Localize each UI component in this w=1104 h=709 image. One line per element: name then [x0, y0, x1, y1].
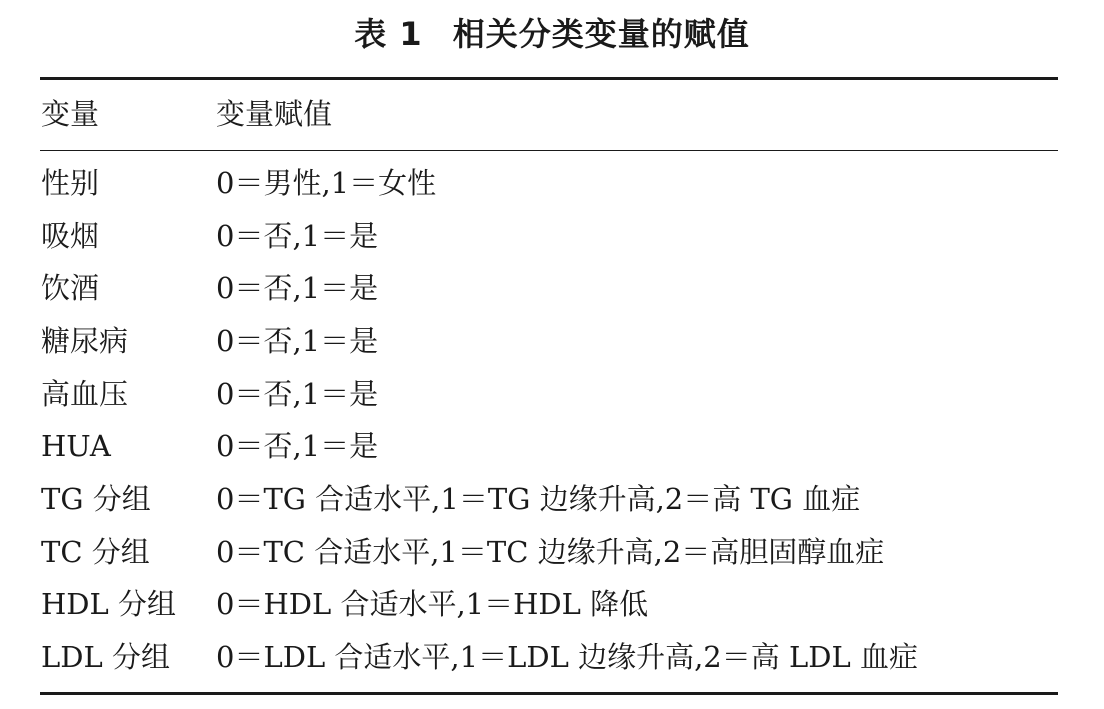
row-assignment: 0＝HDL 合适水平,1＝HDL 降低 — [216, 587, 649, 621]
row-variable: HDL 分组 — [41, 587, 177, 621]
row-assignment: 0＝否,1＝是 — [216, 429, 379, 463]
row-assignment: 0＝否,1＝是 — [216, 271, 379, 305]
row-variable: 吸烟 — [41, 219, 100, 253]
row-variable: LDL 分组 — [41, 640, 170, 674]
header-assignment: 变量赋值 — [216, 97, 333, 131]
row-variable: 饮酒 — [41, 271, 100, 305]
row-variable: HUA — [41, 429, 111, 463]
row-variable: 糖尿病 — [41, 324, 129, 358]
row-variable: TG 分组 — [41, 482, 151, 516]
row-variable: TC 分组 — [41, 535, 150, 569]
row-assignment: 0＝否,1＝是 — [216, 219, 379, 253]
bottom-rule — [40, 692, 1058, 695]
row-assignment: 0＝LDL 合适水平,1＝LDL 边缘升高,2＝高 LDL 血症 — [216, 640, 918, 674]
header-rule — [40, 150, 1058, 151]
row-assignment: 0＝TC 合适水平,1＝TC 边缘升高,2＝高胆固醇血症 — [216, 535, 885, 569]
header-variable: 变量 — [41, 97, 100, 131]
row-assignment: 0＝否,1＝是 — [216, 377, 379, 411]
table-caption — [0, 12, 1104, 56]
row-assignment: 0＝男性,1＝女性 — [216, 166, 437, 200]
table-number: 表 1 — [354, 15, 423, 53]
row-assignment: 0＝否,1＝是 — [216, 324, 379, 358]
row-variable: 性别 — [41, 166, 100, 200]
row-assignment: 0＝TG 合适水平,1＝TG 边缘升高,2＝高 TG 血症 — [216, 482, 861, 516]
table-title: 相关分类变量的赋值 — [452, 15, 750, 53]
top-rule — [40, 77, 1058, 80]
row-variable: 高血压 — [41, 377, 129, 411]
